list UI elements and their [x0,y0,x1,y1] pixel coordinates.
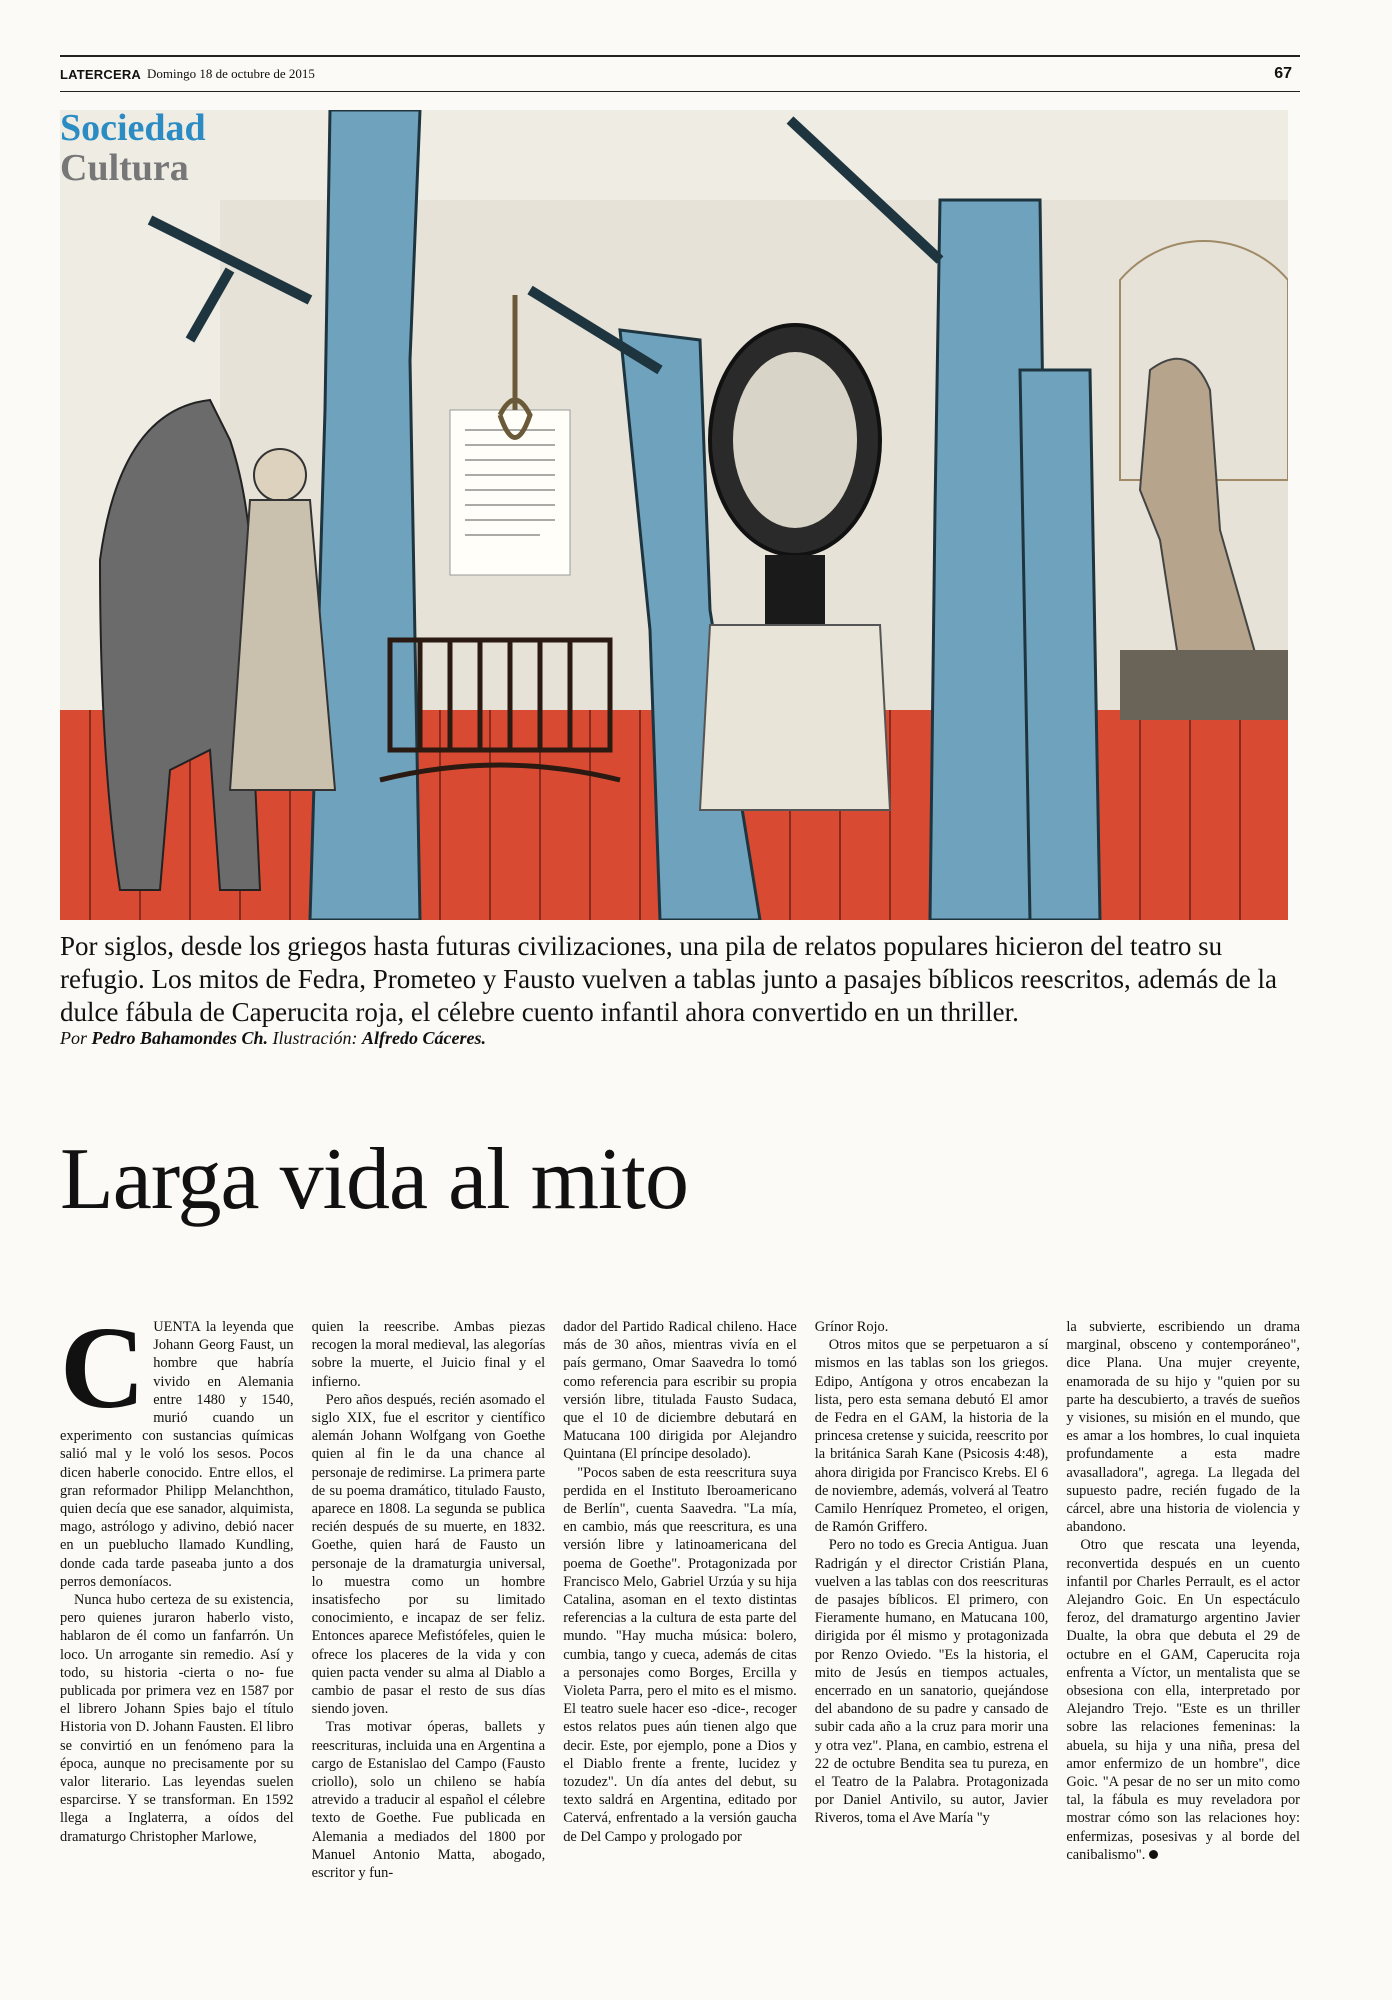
newspaper-name: LATERCERA [60,66,141,82]
drop-cap: C [60,1318,146,1433]
section-primary: Sociedad [60,107,206,149]
girl-head [254,449,306,501]
body-paragraph: Pero no todo es Grecia Antigua. Juan Radrigán y el director Cristián Plana, vuelven a las tablas con dos reescrituras de pasajes bíblicos. El primero, con Fieramente humano, en Matucana 100, dirigida por él mismo y protagonizada por Renzo Oviedo. "Es la historia, el mito de Jesús en tiempos actuales, encerrado en un sanatorio, quejándose del abandono de su padre y cansado de subir cada año a la cruz para morir una y otra vez". Plana, en cambio, estrena el 22 de octubre Bendita sea tu pureza, en el Teatro de la Palabra. Protagonizada por Daniel Antivilo, su autor, Javier Riveros, toma el Ave María "y [814,1537,1049,1827]
collage-illustration [60,107,1288,920]
end-of-article-mark [1149,1850,1158,1859]
illustration-prefix: Ilustración: [272,1028,358,1048]
tree-trunk-far-right [1020,370,1100,920]
article-credits [60,1028,486,1049]
byline-author: Pedro Bahamondes Ch. [91,1028,269,1048]
body-column-1 [60,1318,294,1928]
body-paragraph: dador del Partido Radical chileno. Hace más de 30 años, mientras vivía en el país germano, Omar Saavedra lo tomó como referencia para escribir su propia versión libre, titulada Fausto Sudaca, que el 10 de diciembre debutará en Matucana 100 dirigida por Alejandro Quintana (El príncipe desolado). [563,1319,797,1463]
body-paragraph: Otros mitos que se perpetuaron a sí mismos en las tablas son los griegos. Edipo, Antígona y otros encabezan la lista, pero esta semana debutó El amor de Fedra en el GAM, la historia de la princesa cretense y suicida, reescrito por la británica Sarah Kane (Psicosis 4:48), ahora dirigida por Francisco Krebs. El 6 de noviembre, además, volverá al Teatro Camilo Henríquez Prometeo, el origen, de Ramón Griffero. [814,1337,1049,1536]
page-number: 67 [1274,65,1292,82]
body-paragraph: quien la reescribe. Ambas piezas recogen la moral medieval, las alegorías sobre la muerte, el Juicio final y el infierno. [311,1319,546,1390]
section-label [60,108,206,188]
body-column-3 [563,1318,797,1928]
deck-text: Por siglos, desde los griegos hasta futuras civilizaciones, una pila de relatos populares hicieron del teatro su refugio. Los mitos de Fedra, Prometeo y Fausto vuelven a tablas junto a pasajes bíblicos reescritos, además de la dulce fábula de Caperucita roja, el célebre cuento infantil ahora convertido en un thriller. [60,931,1277,1027]
issue-date: Domingo 18 de octubre de 2015 [147,66,315,81]
tree-trunk-left [310,110,420,920]
illustration [60,107,1288,920]
body-paragraph: la subvierte, escribiendo un drama marginal, obsceno y contemporáneo", dice Plana. Una mujer creyente, enamorada de su hijo y "quien por su parte ha descubierto, a través de sueños y visiones, su misión en el mundo, que es amar a los hombres, lo cual inquieta profundamente a esta madre avasalladora", agrega. La llegada del supuesto padre, recién fugado de la cárcel, abre una historia de violencia y abandono. [1066,1319,1300,1536]
body-column-5 [1066,1318,1300,1928]
body-paragraph: Pero años después, recién asomado el siglo XIX, fue el escritor y científico alemán Johann Wolfgang von Goethe quien al fin le da una chance al personaje de redimirse. La primera parte de su poema dramático, titulado Fausto, aparece en 1808. La segunda se publica recién después de su muerte, en 1832. Goethe, quien hará de Fausto un personaje de la dramaturgia universal, lo muestra como un hombre insatisfecho por su limitado conocimiento, e incapaz de ser feliz. Entonces aparece Mefistófeles, quien le ofrece los placeres de la vida y con quien pacta vender su alma al Diablo a cambio de pasar el resto de sus días siendo joven. [311,1391,546,1718]
body-paragraph: Nunca hubo certeza de su existencia, pero quienes juraron haberlo visto, hablaron de él como un fanfarrón. Un loco. Un arrogante sin remedio. Así y todo, su historia -cierta o no- fue publicada por primera vez en 1587 por el librero Johann Spies bajo el título Historia von D. Johann Fausten. El libro se convirtió en un fenómeno para la época, aunque no precisamente por su valor literario. Las leyendas suelen esparcirse. Y se transforman. En 1592 llega a Inglaterra, a oídos del dramaturgo Christopher Marlowe, [60,1592,294,1845]
body-column-2 [312,1318,546,1928]
section-secondary: Cultura [60,147,189,189]
byline-prefix: Por [60,1028,87,1048]
body-paragraph: "Pocos saben de esta reescritura suya perdida en el Instituto Iberoamericano de Berlín", cuenta Saavedra. "La mía, en cambio, más que reescritura, es una versión libre y latinoamericana del poema de Goethe". Protagonizada por Francisco Melo, Gabriel Urzúa y su hija Catalina, asoman en el texto distintas referencias a la cultura de esta parte del mundo. "Hay mucha música: bolero, cumbia, tango y cueca, además de citas a personajes como Borges, Ercilla y Violeta Parra, pero el mito es el mismo. El teatro suele hacer eso -dice-, recoger estos relatos pues aún tienen algo que decir. Este, por ejemplo, pone a Dios y el Diablo frente a frente, lucidez y tozudez". Un día antes del debut, su texto saldrá en Argentina, editado por Catervá, enfrentado a la versión gaucha de Del Campo y prologado por [563,1464,797,1845]
body-paragraph: Tras motivar óperas, ballets y reescrituras, incluida una en Argentina a cargo de Estanislao del Campo (Fausto criollo), solo un chileno se había atrevido a traducir al español el célebre texto de Goethe. Fue publicada en Alemania a mediados del 1800 por Manuel Antonio Matta, abogado, escritor y fun- [311,1719,546,1882]
body-paragraph: Otro que rescata una leyenda, reconvertida después en un cuento infantil por Charles Perrault, es el actor Alejandro Goic. En Un espectáculo feroz, del dramaturgo argentino Javier Dualte, la obra que debuta el 29 de octubre en el GAM, Caperucita roja enfrenta a Víctor, un mentalista que se obsesiona con ella, interpretado por Alejandro Trejo. "Este es un thriller sobre las relaciones femeninas: la abuela, su hija y una niña, presa del amor enfermizo de un hombre", dice Goic. "A pesar de no ser un mito como tal, la fábula es muy reveladora por mostrar cómo son las relaciones hoy: enfermizas, posesivas y al borde del canibalismo". [1066,1537,1300,1863]
page-header [60,55,1300,92]
body-paragraph: CUENTA la leyenda que Johann Georg Faust, un hombre que habría vivido en Alemania entre 1480 y 1540, murió cuando un experimento con sustancias químicas salió mal y le voló los sesos. Pocos dicen haberle conocido. Entre ellos, el gran reformador Philipp Melanchthon, quien decía que ese sanador, alquimista, mago, astrólogo y adivino, debió nacer en un pueblucho llamado Kundling, donde cada tarde paseaba junto a dos perros demoníacos. [60,1318,294,1590]
illustrator-name: Alfredo Cáceres. [362,1028,487,1048]
straitjacket [700,625,890,810]
body-paragraph: Grínor Rojo. [814,1319,889,1335]
article-body [60,1318,1300,1928]
article-headline: Larga vida al mito [60,1130,688,1228]
body-column-4 [815,1318,1049,1928]
article-deck [60,930,1300,1029]
